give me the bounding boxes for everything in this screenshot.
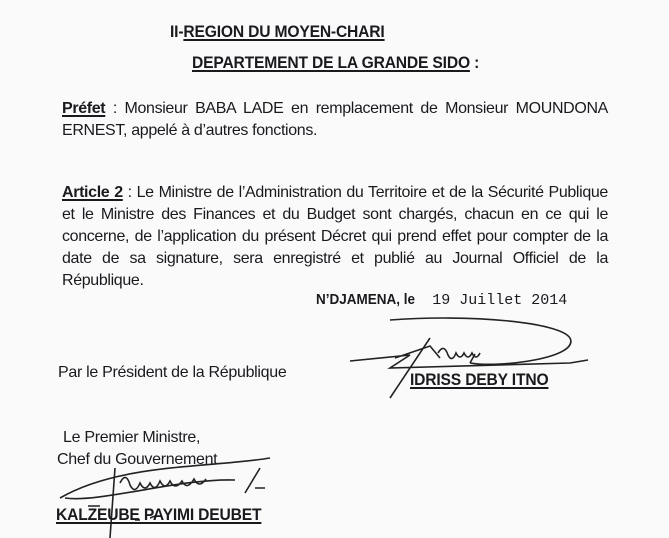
article-2-paragraph (62, 182, 608, 292)
signature-date: 19 Juillet 2014 (432, 292, 568, 309)
region-heading (170, 22, 385, 42)
prefet-text: : Monsieur BABA LADE en remplacement de Monsieur MOUNDONA ERNEST, appelé à d’autres fonctions. (62, 100, 608, 139)
heading-colon: : (469, 53, 480, 72)
pm-title: Le Premier Ministre, (63, 429, 201, 446)
place-date-line (316, 291, 567, 309)
president-name: IDRISS DEBY ITNO (410, 370, 549, 389)
prefet-label: Préfet (62, 100, 106, 117)
pm-title-2: Chef du Gouvernement (57, 451, 218, 468)
departement-title: DEPARTEMENT DE LA GRANDE SIDO (192, 53, 470, 72)
prefet-paragraph (62, 98, 608, 142)
prime-minister-signature-icon (60, 458, 280, 538)
place-label: N’DJAMENA, le (316, 291, 416, 308)
region-title: REGION DU MOYEN-CHARI (183, 22, 385, 41)
heading-prefix: II- (170, 22, 184, 41)
par-le-president: Par le Président de la République (58, 364, 287, 381)
prime-minister-name: KALZEUBE PAYIMI DEUBET (56, 505, 262, 524)
article-2-text: : Le Ministre de l’Administration du Territoire et de la Sécurité Publique et le Ministre des Finances et du Budget sont chargés, chacun en ce qui le concerne, de l’application du présent Décret qui prend effet pour compter de la date de sa signature, sera enregistré et publié au Journal Officiel de la République. (62, 184, 608, 289)
departement-heading (192, 53, 479, 73)
article-2-label: Article 2 (62, 184, 123, 201)
